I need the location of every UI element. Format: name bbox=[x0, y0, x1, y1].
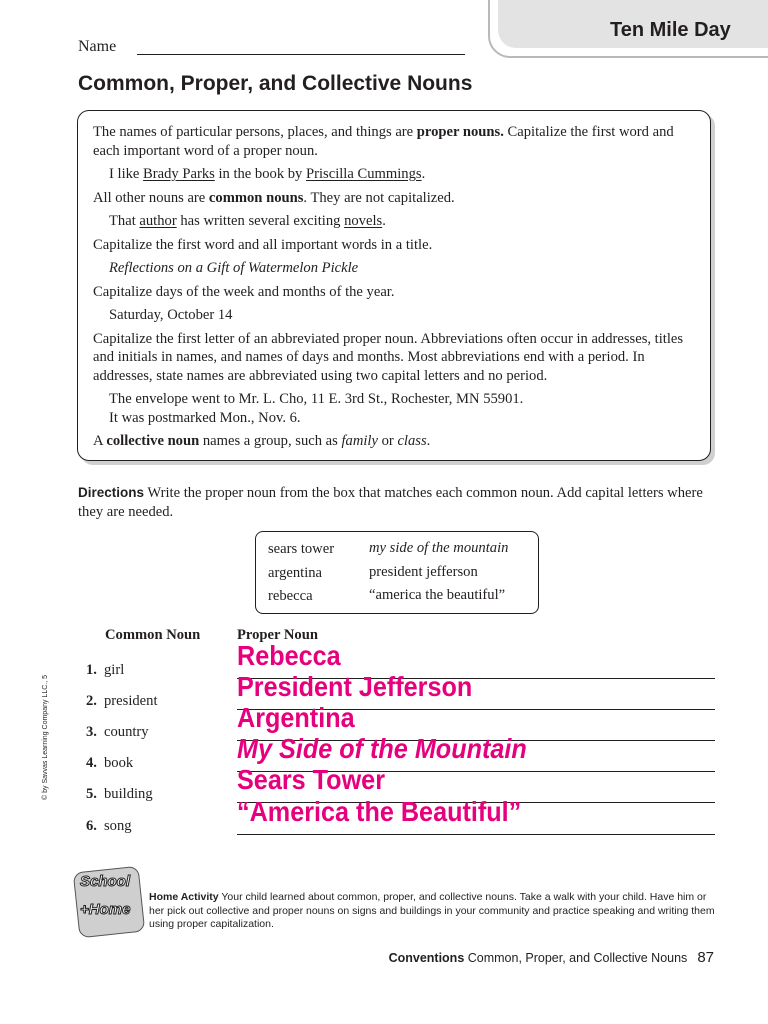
column-header-common: Common Noun bbox=[105, 627, 201, 643]
lesson-tab bbox=[488, 0, 768, 58]
logo-school-text: School bbox=[80, 873, 131, 890]
copyright-notice: © by Savvas Learning Company LLC., 5 bbox=[42, 674, 49, 800]
item-number: 4. bbox=[86, 755, 97, 771]
rule-days-months: Capitalize days of the week and months of the year. bbox=[93, 283, 395, 300]
word-box-item: sears tower bbox=[268, 541, 335, 557]
common-noun: song bbox=[104, 818, 132, 834]
school-home-logo bbox=[74, 865, 144, 941]
lesson-title-tab: Ten Mile Day bbox=[610, 19, 731, 41]
rule-abbreviations: Capitalize the first letter of an abbreviated proper noun. Abbreviations often occur in addresses, titles and initials in names, and names of days and months. Most abbreviations end with a period. In addresses, state names are abbreviated using two capital letters and no period. bbox=[93, 330, 684, 384]
page-title: Common, Proper, and Collective Nouns bbox=[78, 72, 473, 95]
example-title: Reflections on a Gift of Watermelon Pickle bbox=[109, 260, 359, 276]
column-header-proper: Proper Noun bbox=[237, 627, 318, 643]
example-address: The envelope went to Mr. L. Cho, 11 E. 3rd St., Rochester, MN 55901. bbox=[109, 391, 524, 407]
logo-home-text: +Home bbox=[80, 901, 131, 918]
handwritten-answer[interactable]: Argentina bbox=[237, 702, 355, 733]
rule-common-nouns: All other nouns are common nouns. They are not capitalized. bbox=[93, 189, 455, 206]
word-box-item: “america the beautiful” bbox=[369, 587, 506, 603]
page-footer: Conventions Common, Proper, and Collective Nouns 87 bbox=[388, 949, 714, 966]
answer-row bbox=[86, 733, 726, 775]
item-number: 5. bbox=[86, 786, 97, 802]
page-number: 87 bbox=[697, 949, 714, 966]
example-proper-nouns: I like Brady Parks in the book by Priscilla Cummings. bbox=[109, 166, 426, 182]
word-box-item: rebecca bbox=[268, 588, 313, 604]
common-noun: girl bbox=[104, 662, 125, 678]
answer-row bbox=[86, 796, 726, 838]
rule-proper-nouns: The names of particular persons, places, and things are proper nouns. Capitalize the first word and each important word of a proper noun. bbox=[93, 124, 674, 159]
common-noun: country bbox=[104, 724, 149, 740]
rules-box bbox=[77, 110, 711, 461]
rule-titles: Capitalize the first word and all important words in a title. bbox=[93, 236, 433, 253]
item-number: 3. bbox=[86, 724, 97, 740]
item-number: 1. bbox=[86, 662, 97, 678]
example-postmark: It was postmarked Mon., Nov. 6. bbox=[109, 409, 301, 426]
example-common-nouns: That author has written several exciting novels. bbox=[109, 213, 386, 229]
word-box bbox=[255, 531, 539, 614]
item-number: 2. bbox=[86, 693, 97, 709]
answer-row bbox=[86, 671, 726, 713]
word-box-item: president jefferson bbox=[369, 564, 478, 580]
name-blank-line[interactable] bbox=[137, 54, 465, 55]
handwritten-answer[interactable]: My Side of the Mountain bbox=[237, 733, 527, 764]
handwritten-answer[interactable]: Sears Tower bbox=[237, 764, 386, 795]
common-noun: book bbox=[104, 755, 134, 771]
rule-collective-nouns: A collective noun names a group, such as family or class. bbox=[93, 433, 431, 449]
home-activity: Home Activity Your child learned about common, proper, and collective nouns. Take a walk with your child. Have him or her pick out collective and proper nouns on signs and buildings in your community and practice speaking and writing them using proper capitalization. bbox=[149, 891, 715, 930]
common-noun: building bbox=[104, 786, 153, 802]
handwritten-answer[interactable]: “America the Beautiful” bbox=[237, 796, 522, 827]
common-noun: president bbox=[104, 693, 158, 709]
word-box-item: my side of the mountain bbox=[369, 540, 509, 556]
directions: Directions Write the proper noun from the box that matches each common noun. Add capital letters where they are needed. bbox=[78, 485, 703, 520]
word-box-item: argentina bbox=[268, 565, 323, 581]
name-label: Name bbox=[78, 38, 117, 55]
example-date: Saturday, October 14 bbox=[109, 307, 233, 323]
handwritten-answer[interactable]: President Jefferson bbox=[237, 671, 473, 702]
answer-line bbox=[237, 834, 715, 835]
handwritten-answer[interactable]: Rebecca bbox=[237, 640, 341, 671]
item-number: 6. bbox=[86, 818, 97, 834]
